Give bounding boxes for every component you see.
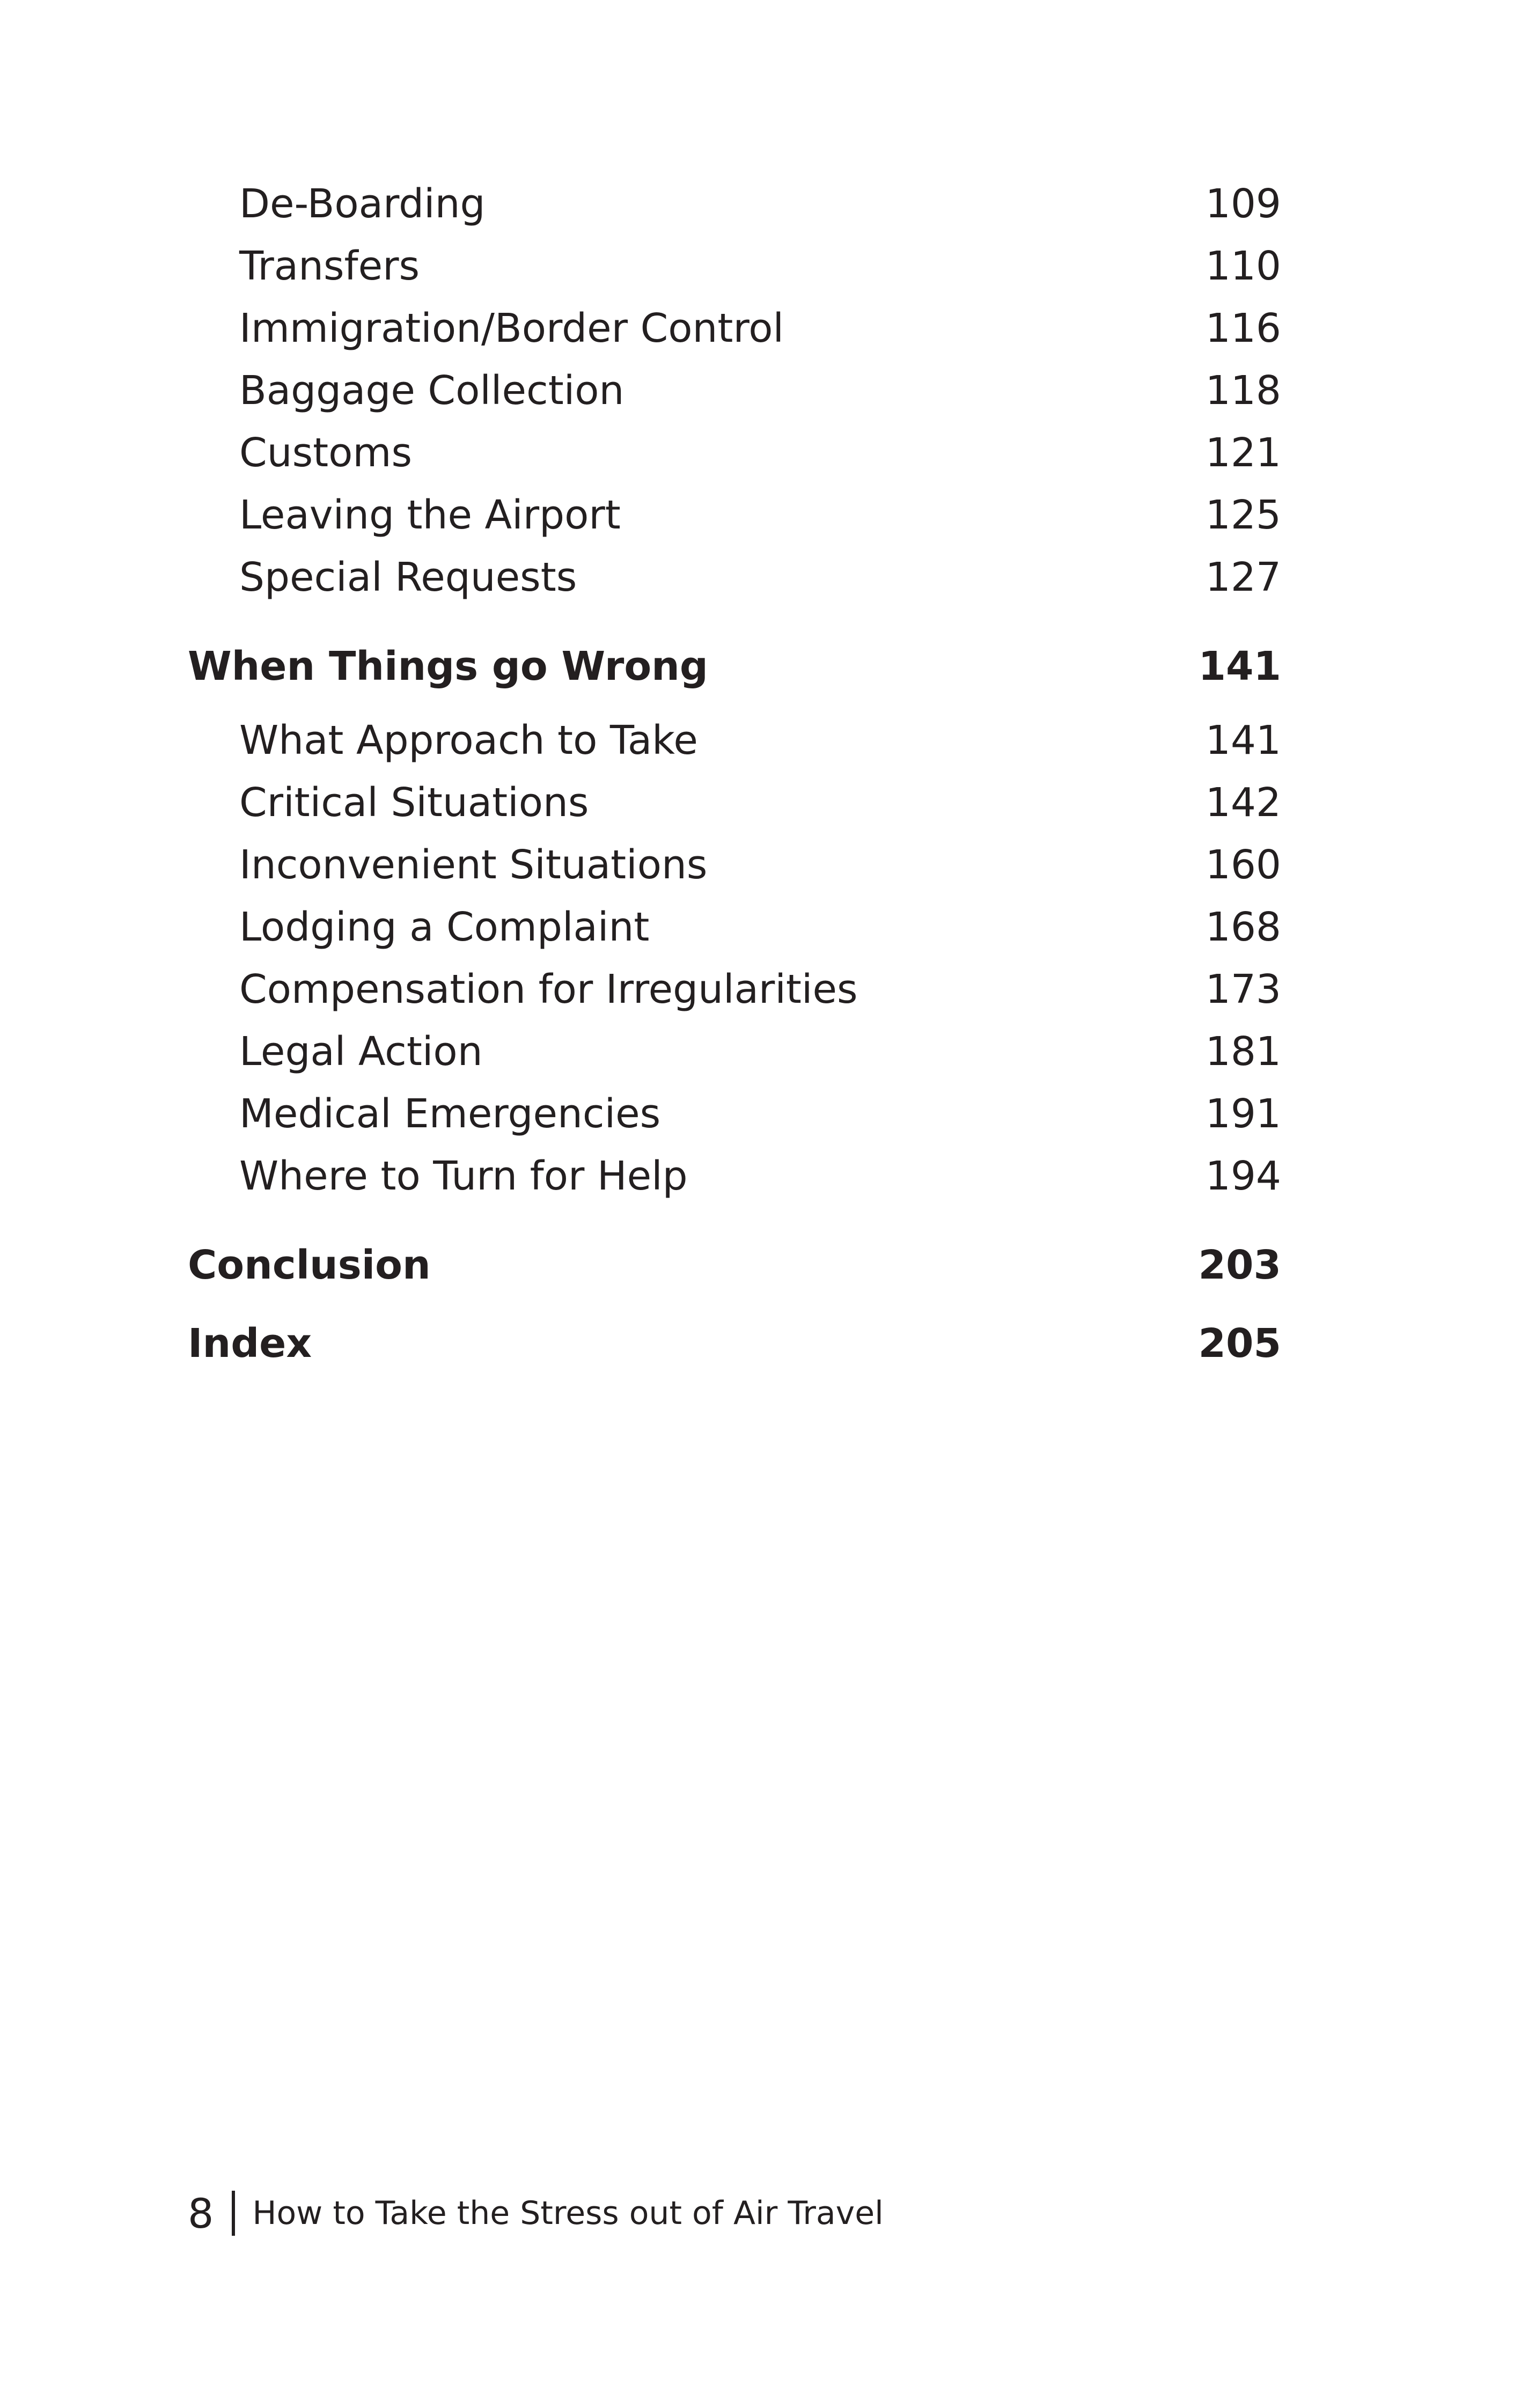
toc-entry-label: Leaving the Airport <box>239 492 621 538</box>
toc-entry-page: 116 <box>1205 305 1281 351</box>
toc-chapter-page: 205 <box>1198 1320 1281 1367</box>
toc-entry-customs <box>188 422 1281 484</box>
toc-entry-page: 141 <box>1205 717 1281 763</box>
toc-entry-medical-emergencies <box>188 1083 1281 1145</box>
toc-entry-page: 125 <box>1205 492 1281 538</box>
toc-entry-page: 109 <box>1205 181 1281 227</box>
toc-entry-page: 160 <box>1205 842 1281 888</box>
toc-entry-label: Inconvenient Situations <box>239 842 708 888</box>
toc-entry-page: 181 <box>1205 1029 1281 1075</box>
toc-entry-what-approach <box>188 709 1281 772</box>
toc-entry-page: 191 <box>1205 1091 1281 1137</box>
toc-entry-page: 173 <box>1205 966 1281 1012</box>
toc-entry-baggage-collection <box>188 359 1281 422</box>
toc-entry-page: 118 <box>1205 368 1281 414</box>
toc-chapter-when-things-go-wrong <box>188 635 1281 698</box>
toc-entry-label: De-Boarding <box>239 181 486 227</box>
toc-chapter-conclusion <box>188 1234 1281 1296</box>
toc-entry-page: 127 <box>1205 554 1281 600</box>
toc-entry-label: What Approach to Take <box>239 717 698 763</box>
toc-entry-label: Compensation for Irregularities <box>239 966 858 1012</box>
toc-entry-transfers <box>188 235 1281 297</box>
toc-entry-de-boarding <box>188 173 1281 235</box>
toc-entry-leaving-airport <box>188 484 1281 546</box>
toc-entry-inconvenient-situations <box>188 834 1281 896</box>
toc-entry-legal-action <box>188 1021 1281 1083</box>
toc-entry-label: Baggage Collection <box>239 368 624 414</box>
toc-entry-label: Lodging a Complaint <box>239 904 650 950</box>
toc-entry-page: 142 <box>1205 780 1281 826</box>
toc-entry-page: 121 <box>1205 430 1281 476</box>
page-number: 8 <box>188 2189 214 2237</box>
toc-entry-label: Where to Turn for Help <box>239 1153 688 1199</box>
page-footer <box>188 2184 884 2243</box>
toc-chapter-label: Conclusion <box>188 1242 431 1288</box>
toc-chapter-page: 203 <box>1198 1242 1281 1288</box>
toc-chapter-page: 141 <box>1198 643 1281 689</box>
toc-entry-immigration <box>188 297 1281 359</box>
toc-entry-label: Special Requests <box>239 554 577 600</box>
toc-entry-label: Transfers <box>239 243 420 289</box>
toc-entry-label: Medical Emergencies <box>239 1091 661 1137</box>
toc-chapter-index <box>188 1312 1281 1375</box>
toc-entry-compensation <box>188 958 1281 1021</box>
toc-entry-page: 110 <box>1205 243 1281 289</box>
toc-entry-critical-situations <box>188 772 1281 834</box>
toc-entry-page: 168 <box>1205 904 1281 950</box>
toc-chapter-label: When Things go Wrong <box>188 643 708 689</box>
toc-entry-page: 194 <box>1205 1153 1281 1199</box>
toc-entry-special-requests <box>188 546 1281 608</box>
toc-entry-label: Legal Action <box>239 1029 483 1075</box>
toc-entry-label: Customs <box>239 430 413 476</box>
table-of-contents <box>188 173 1281 1375</box>
toc-chapter-label: Index <box>188 1320 312 1367</box>
toc-entry-label: Critical Situations <box>239 780 589 826</box>
toc-entry-label: Immigration/Border Control <box>239 305 784 351</box>
running-title: How to Take the Stress out of Air Travel <box>252 2194 884 2232</box>
footer-divider <box>232 2191 235 2236</box>
toc-entry-where-to-turn <box>188 1145 1281 1207</box>
toc-entry-lodging-complaint <box>188 896 1281 958</box>
